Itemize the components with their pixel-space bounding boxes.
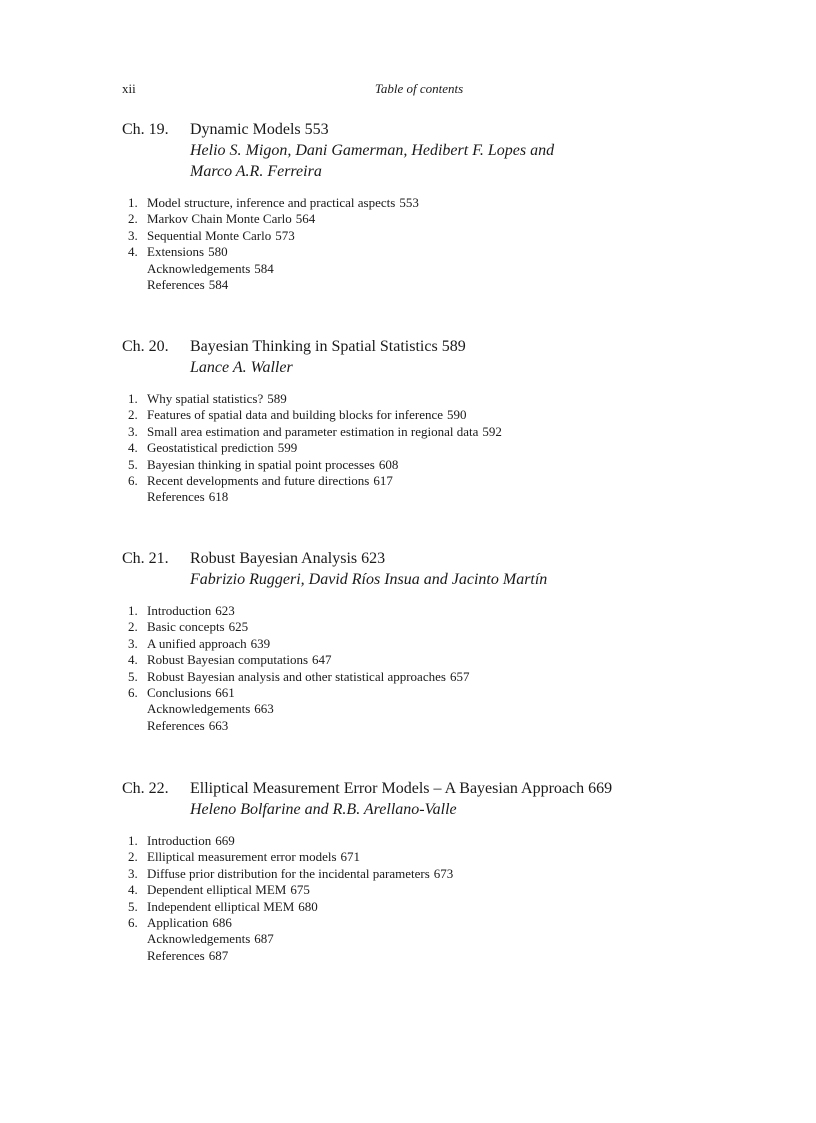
- section-title: Elliptical measurement error models: [147, 849, 337, 865]
- section-number: 6.: [128, 473, 138, 489]
- chapter-19: [122, 120, 722, 293]
- section-number: 2.: [128, 211, 138, 227]
- section-number: 5.: [128, 456, 138, 472]
- section-page: 686: [212, 915, 232, 931]
- section-item[interactable]: [122, 948, 722, 964]
- section-title: Why spatial statistics?: [147, 391, 264, 406]
- section-item[interactable]: [122, 652, 722, 668]
- section-number: 3.: [128, 635, 138, 651]
- section-page: 625: [228, 619, 249, 635]
- chapter-title: Robust Bayesian Analysis: [190, 550, 358, 567]
- section-item[interactable]: [122, 849, 722, 865]
- section-item[interactable]: [122, 915, 722, 931]
- section-page: 663: [254, 701, 274, 717]
- section-title: References: [147, 277, 205, 293]
- section-number: 3.: [128, 227, 138, 243]
- section-item[interactable]: [122, 211, 722, 227]
- section-item[interactable]: [122, 701, 722, 717]
- chapter-heading: [122, 549, 722, 569]
- section-page: 647: [312, 652, 332, 668]
- chapter-page: 589: [441, 338, 466, 355]
- chapter-22: [122, 779, 722, 964]
- author-line: Marco A.R. Ferreira: [190, 163, 322, 180]
- chapter-title-line[interactable]: [190, 549, 385, 569]
- section-number: 2.: [128, 849, 138, 865]
- section-item[interactable]: [122, 636, 722, 652]
- section-title: References: [147, 947, 205, 963]
- section-number: 4.: [128, 652, 138, 668]
- chapter-title-line[interactable]: [190, 779, 612, 799]
- section-page: 673: [433, 865, 454, 881]
- author-line: Helio S. Migon, Dani Gamerman, Hedibert F. Lopes and: [190, 142, 555, 159]
- section-page: 671: [340, 849, 361, 865]
- section-title: Recent developments and future directions: [147, 473, 370, 489]
- section-page: 623: [215, 603, 235, 618]
- section-page: 663: [208, 717, 229, 733]
- chapter-number: Ch. 22.: [122, 780, 169, 797]
- section-list: [122, 833, 722, 964]
- section-title: Dependent elliptical MEM: [147, 882, 287, 898]
- section-title: References: [147, 717, 205, 733]
- author-line: Heleno Bolfarine and R.B. Arellano-Valle: [190, 801, 457, 818]
- chapter-authors: [190, 357, 722, 378]
- chapter-page: 553: [304, 121, 329, 138]
- chapter-heading: [122, 120, 722, 140]
- section-page: 589: [267, 391, 287, 406]
- section-title: Robust Bayesian analysis and other statistical approaches: [147, 668, 446, 684]
- section-item[interactable]: [122, 899, 722, 915]
- section-number: 5.: [128, 668, 138, 684]
- section-item[interactable]: [122, 931, 722, 947]
- section-page: 564: [295, 211, 316, 227]
- section-item[interactable]: [122, 473, 722, 489]
- section-page: 661: [215, 685, 235, 701]
- section-item[interactable]: [122, 261, 722, 277]
- section-title: Diffuse prior distribution for the incidental parameters: [147, 865, 430, 881]
- chapter-page: 669: [588, 780, 613, 797]
- section-title: Robust Bayesian computations: [147, 652, 309, 668]
- section-page: 618: [208, 489, 229, 505]
- section-page: 590: [447, 407, 467, 423]
- section-page: 580: [208, 244, 228, 260]
- section-title: Geostatistical prediction: [147, 440, 274, 456]
- author-line: Lance A. Waller: [190, 359, 293, 376]
- chapter-heading: [122, 337, 722, 357]
- section-item[interactable]: [122, 195, 722, 211]
- running-head: [122, 81, 716, 99]
- page-number: xii: [122, 81, 136, 96]
- running-title: Table of contents: [374, 81, 464, 96]
- section-number: 2.: [128, 407, 138, 423]
- section-title: Application: [147, 915, 209, 931]
- chapter-number: Ch. 20.: [122, 338, 169, 355]
- section-number: 1.: [128, 603, 138, 618]
- section-page: 680: [298, 898, 318, 914]
- section-item[interactable]: [122, 619, 722, 635]
- chapter-title-line[interactable]: [190, 337, 466, 357]
- chapter-title: Bayesian Thinking in Spatial Statistics: [190, 338, 438, 355]
- section-page: 669: [215, 833, 235, 848]
- section-page: 599: [277, 440, 298, 456]
- section-number: 3.: [128, 423, 138, 439]
- section-title: Small area estimation and parameter estimation in regional data: [147, 423, 479, 439]
- section-number: 1.: [128, 391, 138, 406]
- chapter-page: 623: [361, 550, 386, 567]
- section-page: 592: [482, 423, 502, 439]
- section-item[interactable]: [122, 440, 722, 456]
- section-title: Extensions: [147, 244, 205, 260]
- section-number: 1.: [128, 195, 138, 210]
- section-title: Markov Chain Monte Carlo: [147, 211, 292, 227]
- section-page: 608: [378, 456, 399, 472]
- chapter-title: Elliptical Measurement Error Models – A Bayesian Approach: [190, 780, 585, 797]
- section-title: Introduction: [147, 833, 212, 848]
- section-page: 584: [254, 260, 274, 276]
- section-item[interactable]: [122, 228, 722, 244]
- chapter-authors: [190, 799, 722, 820]
- section-number: 5.: [128, 898, 138, 914]
- section-list: [122, 195, 722, 293]
- chapter-title: Dynamic Models: [190, 121, 301, 138]
- chapter-authors: [190, 569, 722, 590]
- chapter-authors: [190, 140, 722, 182]
- section-item[interactable]: [122, 277, 722, 293]
- section-page: 657: [449, 668, 470, 684]
- section-number: 4.: [128, 244, 138, 260]
- section-page: 675: [290, 882, 310, 898]
- section-page: 573: [275, 227, 295, 243]
- section-title: Conclusions: [147, 685, 212, 701]
- section-title: Introduction: [147, 603, 212, 618]
- section-page: 584: [208, 277, 229, 293]
- section-title: Acknowledgements: [147, 701, 251, 717]
- section-item[interactable]: [122, 391, 722, 407]
- section-page: 687: [254, 931, 274, 947]
- chapter-21: [122, 549, 722, 734]
- section-number: 4.: [128, 440, 138, 456]
- section-title: Sequential Monte Carlo: [147, 227, 272, 243]
- chapter-20: [122, 337, 722, 506]
- section-title: References: [147, 489, 205, 505]
- section-number: 2.: [128, 619, 138, 635]
- section-number: 3.: [128, 865, 138, 881]
- section-title: Features of spatial data and building blocks for inference: [147, 407, 444, 423]
- section-item[interactable]: [122, 669, 722, 685]
- section-item[interactable]: [122, 424, 722, 440]
- section-title: Model structure, inference and practical aspects: [147, 195, 396, 210]
- section-title: Bayesian thinking in spatial point processes: [147, 456, 375, 472]
- section-list: [122, 603, 722, 734]
- section-page: 639: [250, 635, 271, 651]
- section-page: 553: [399, 195, 419, 210]
- section-number: 1.: [128, 833, 138, 848]
- chapter-heading: [122, 779, 722, 799]
- section-item[interactable]: [122, 407, 722, 423]
- section-item[interactable]: [122, 882, 722, 898]
- section-list: [122, 391, 722, 506]
- author-line: Fabrizio Ruggeri, David Ríos Insua and Jacinto Martín: [190, 571, 548, 588]
- chapter-title-line[interactable]: [190, 120, 329, 140]
- section-item[interactable]: [122, 685, 722, 701]
- section-item[interactable]: [122, 603, 722, 619]
- section-page: 617: [373, 473, 393, 489]
- section-number: 6.: [128, 915, 138, 931]
- section-title: Acknowledgements: [147, 931, 251, 947]
- section-page: 687: [208, 947, 229, 963]
- section-title: A unified approach: [147, 635, 247, 651]
- section-item[interactable]: [122, 866, 722, 882]
- section-title: Acknowledgements: [147, 260, 251, 276]
- section-item[interactable]: [122, 718, 722, 734]
- section-number: 4.: [128, 882, 138, 898]
- section-item[interactable]: [122, 489, 722, 505]
- chapter-number: Ch. 21.: [122, 550, 169, 567]
- section-title: Independent elliptical MEM: [147, 898, 295, 914]
- section-title: Basic concepts: [147, 619, 225, 635]
- section-item[interactable]: [122, 833, 722, 849]
- chapter-number: Ch. 19.: [122, 121, 169, 138]
- section-number: 6.: [128, 685, 138, 701]
- section-item[interactable]: [122, 244, 722, 260]
- section-item[interactable]: [122, 457, 722, 473]
